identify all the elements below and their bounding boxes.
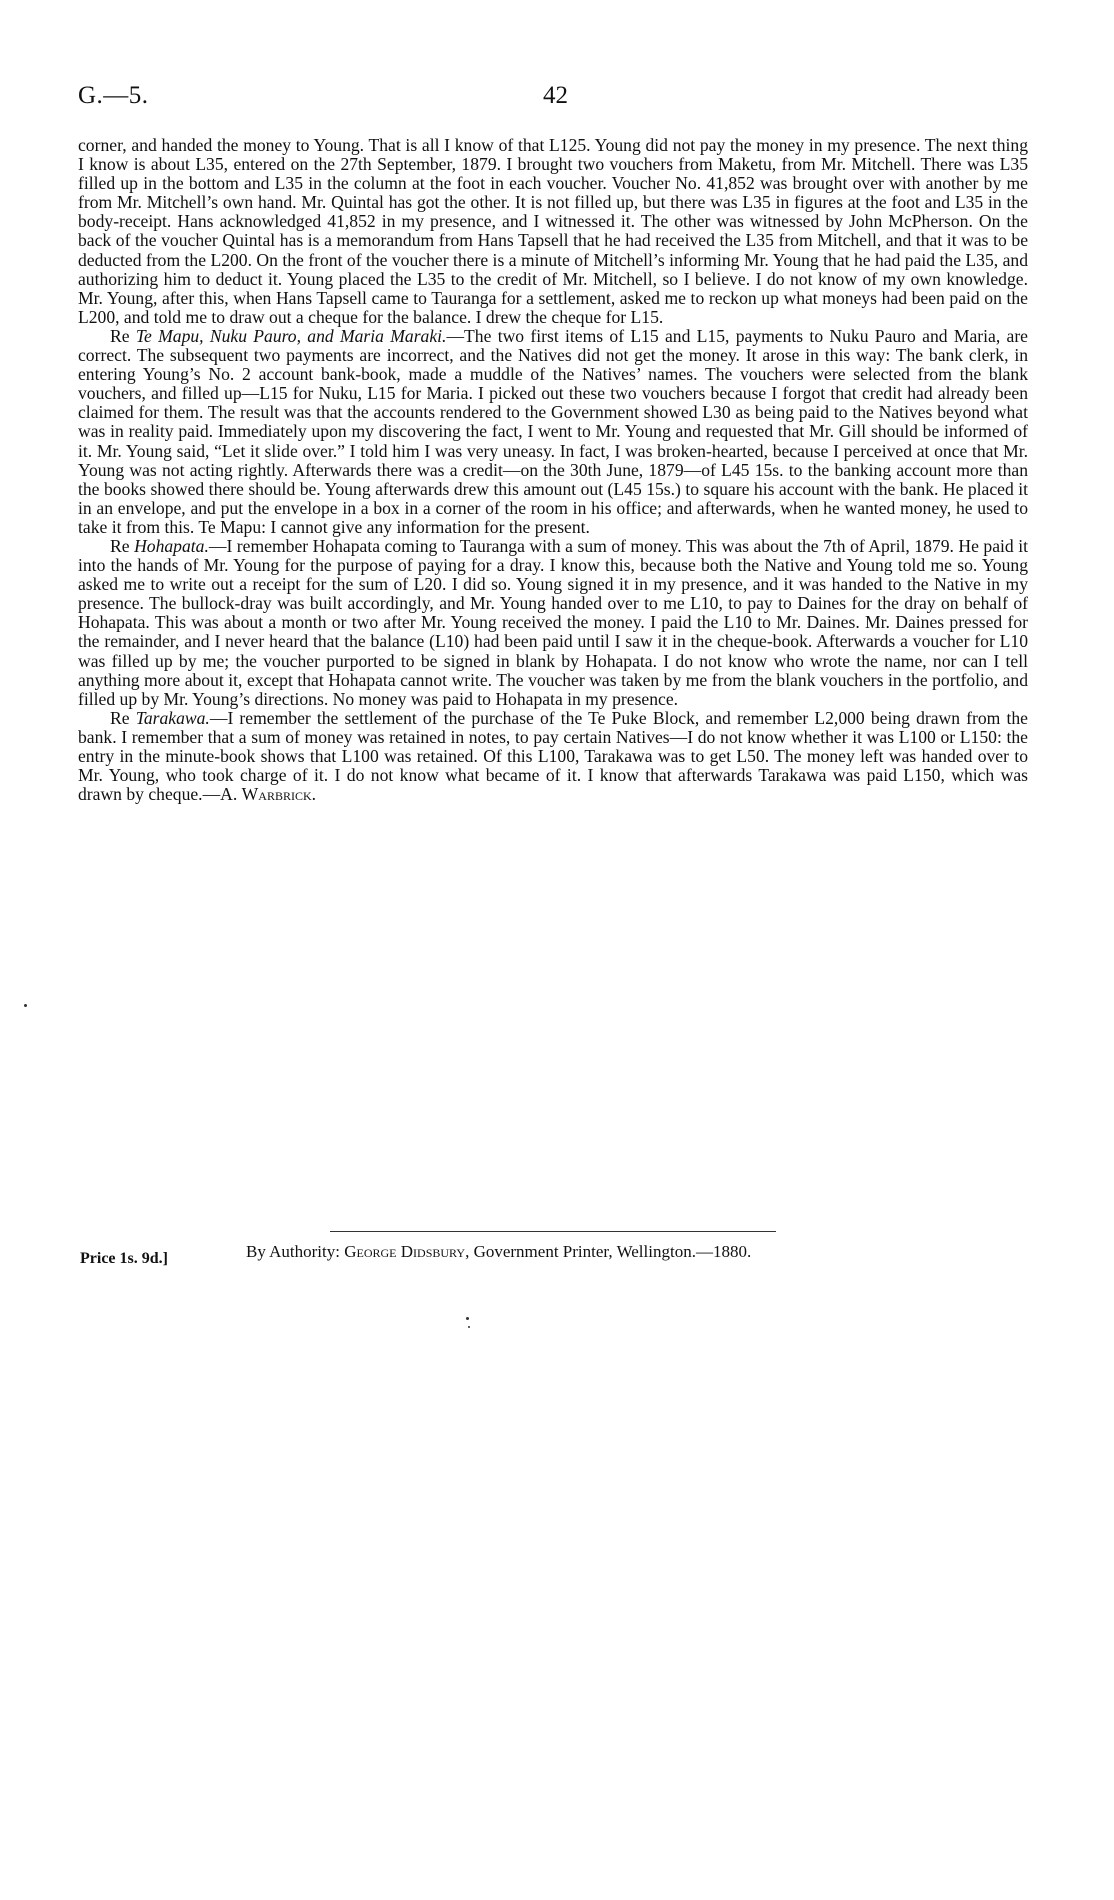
paragraph-text: corner, and handed the money to Young. That is all I know of that L125. Young did not pay the money in my presence. The next thing I know is about L35, entered on the 27th September, 1879. I brought two vouchers from Maketu, from Mr. Mitchell. There was L35 filled up in the bottom and L35 in the column at the foot in each voucher. Voucher No. 41,852 was brought over with another by me from Mr. Mitchell’s own hand. Mr. Quintal has got the other. It is not filled up, but there was L35 in figures at the foot and L35 in the body-receipt. Hans acknowledged 41,852 in my presence, and I witnessed it. The other was witnessed by John McPherson. On the back of the voucher Quintal has is a memorandum from Hans Tapsell that he had received the L35 from Mitchell, and that it was to be deducted from the L200. On the front of the voucher there is a minute of Mitchell’s informing Mr. Young that he had paid the L35, and authorizing him to deduct it. Young placed the L35 to the credit of Mr. Mitchell, so I believe. I do not know of my own knowledge. Mr. Young, after this, when Hans Tapsell came to Tauranga for a settlement, asked me to reckon up what moneys had been paid on the L200, and told me to draw out a cheque for the balance. I drew the cheque for L15.	[78, 135, 1028, 327]
paragraph-text: —I remember the settlement of the purchase of the Te Puke Block, and remember L2,000 being drawn from the bank. I remember that a sum of money was retained in notes, to pay certain Natives—I do not know whether it was L100 or L150: the entry in the minute-book shows that L100 was retained. Of this L100, Tarakawa was to get L50. The money left was handed over to Mr. Young, who took charge of it. I do not know what became of it. I know that afterwards Tarakawa was paid L150, which was drawn by cheque.—A.	[78, 707, 1028, 805]
re-prefix: Re	[110, 325, 136, 346]
page-header	[78, 82, 1028, 112]
paragraph-continuation	[78, 136, 1028, 327]
paragraph-te-mapu	[78, 327, 1028, 537]
section-title-te-mapu: Te Mapu, Nuku Pauro, and Maria Maraki.	[135, 325, 447, 346]
imprint-suffix: , Government Printer, Wellington.—1880.	[465, 1242, 752, 1261]
signature-name: Warbrick.	[241, 784, 317, 805]
document-body	[78, 136, 1028, 804]
price-note: Price 1s. 9d.]	[80, 1250, 168, 1267]
scan-speck	[24, 1004, 27, 1007]
section-title-hohapata: Hohapata.	[134, 535, 209, 556]
re-prefix: Re	[110, 707, 136, 728]
scan-speck	[466, 1317, 469, 1320]
paragraph-tarakawa	[78, 709, 1028, 804]
page-number: 42	[543, 82, 568, 109]
imprint-prefix: By Authority:	[246, 1242, 345, 1261]
paragraph-hohapata	[78, 537, 1028, 709]
scan-speck	[468, 1326, 470, 1328]
paragraph-text: —I remember Hohapata coming to Tauranga with a sum of money. This was about the 7th of April, 1879. He paid it into the hands of Mr. Young for the purpose of paying for a dray. I know this, because both the Native and Young told me so. Young asked me to write out a receipt for the sum of L20. I did so. Young signed it in my presence, and it was handed to the Native in my presence. The bullock-dray was built accordingly, and Mr. Young handed over to me L10, to pay to Daines for the dray on behalf of Hohapata. This was about a month or two after Mr. Young received the money. I paid the L10 to Mr. Daines. Mr. Daines pressed for the remainder, and I never heard that the balance (L10) had been paid until I saw it in the cheque-book. Afterwards a voucher for L10 was filled up by me; the voucher purported to be signed in blank by Hohapata. I do not know who wrote the name, nor can I tell anything more about it, except that Hohapata cannot write. The voucher was taken by me from the blank vouchers in the portfolio, and filled up by Mr. Young’s directions. No money was paid to Hohapata in my presence.	[78, 535, 1028, 709]
printer-imprint	[246, 1242, 751, 1262]
printer-name: George Didsbury	[344, 1242, 466, 1261]
document-reference: G.—5.	[78, 82, 149, 109]
section-title-tarakawa: Tarakawa.	[135, 707, 210, 728]
re-prefix: Re	[110, 535, 135, 556]
paragraph-text: —The two first items of L15 and L15, payments to Nuku Pauro and Maria, are correct. The subsequent two payments are incorrect, and the Natives did not get the money. It arose in this way: The bank clerk, in entering Young’s No. 2 account bank-book, made a muddle of the Natives’ names. The vouchers were selected from the blank vouchers, and filled up—L15 for Nuku, L15 for Maria. I picked out these two vouchers because I forgot that credit had already been claimed for them. The result was that the accounts rendered to the Government showed L30 as being paid to the Natives beyond what was in reality paid. Immediately upon my discovering the fact, I went to Mr. Young and requested that Mr. Gill should be informed of it. Mr. Young said, “Let it slide over.” I told him I was very uneasy. In fact, I was broken-hearted, because I perceived at once that Mr. Young was not acting rightly. Afterwards there was a credit—on the 30th June, 1879—of L45 15s. to the banking account more than the books showed there should be. Young afterwards drew this amount out (L45 15s.) to square his account with the bank. He placed it in an envelope, and put the envelope in a box in a corner of the room in his office; and afterwards, when he wanted money, he used to take it from this. Te Mapu: I cannot give any information for the present.	[78, 325, 1028, 537]
footer-rule	[330, 1231, 776, 1232]
